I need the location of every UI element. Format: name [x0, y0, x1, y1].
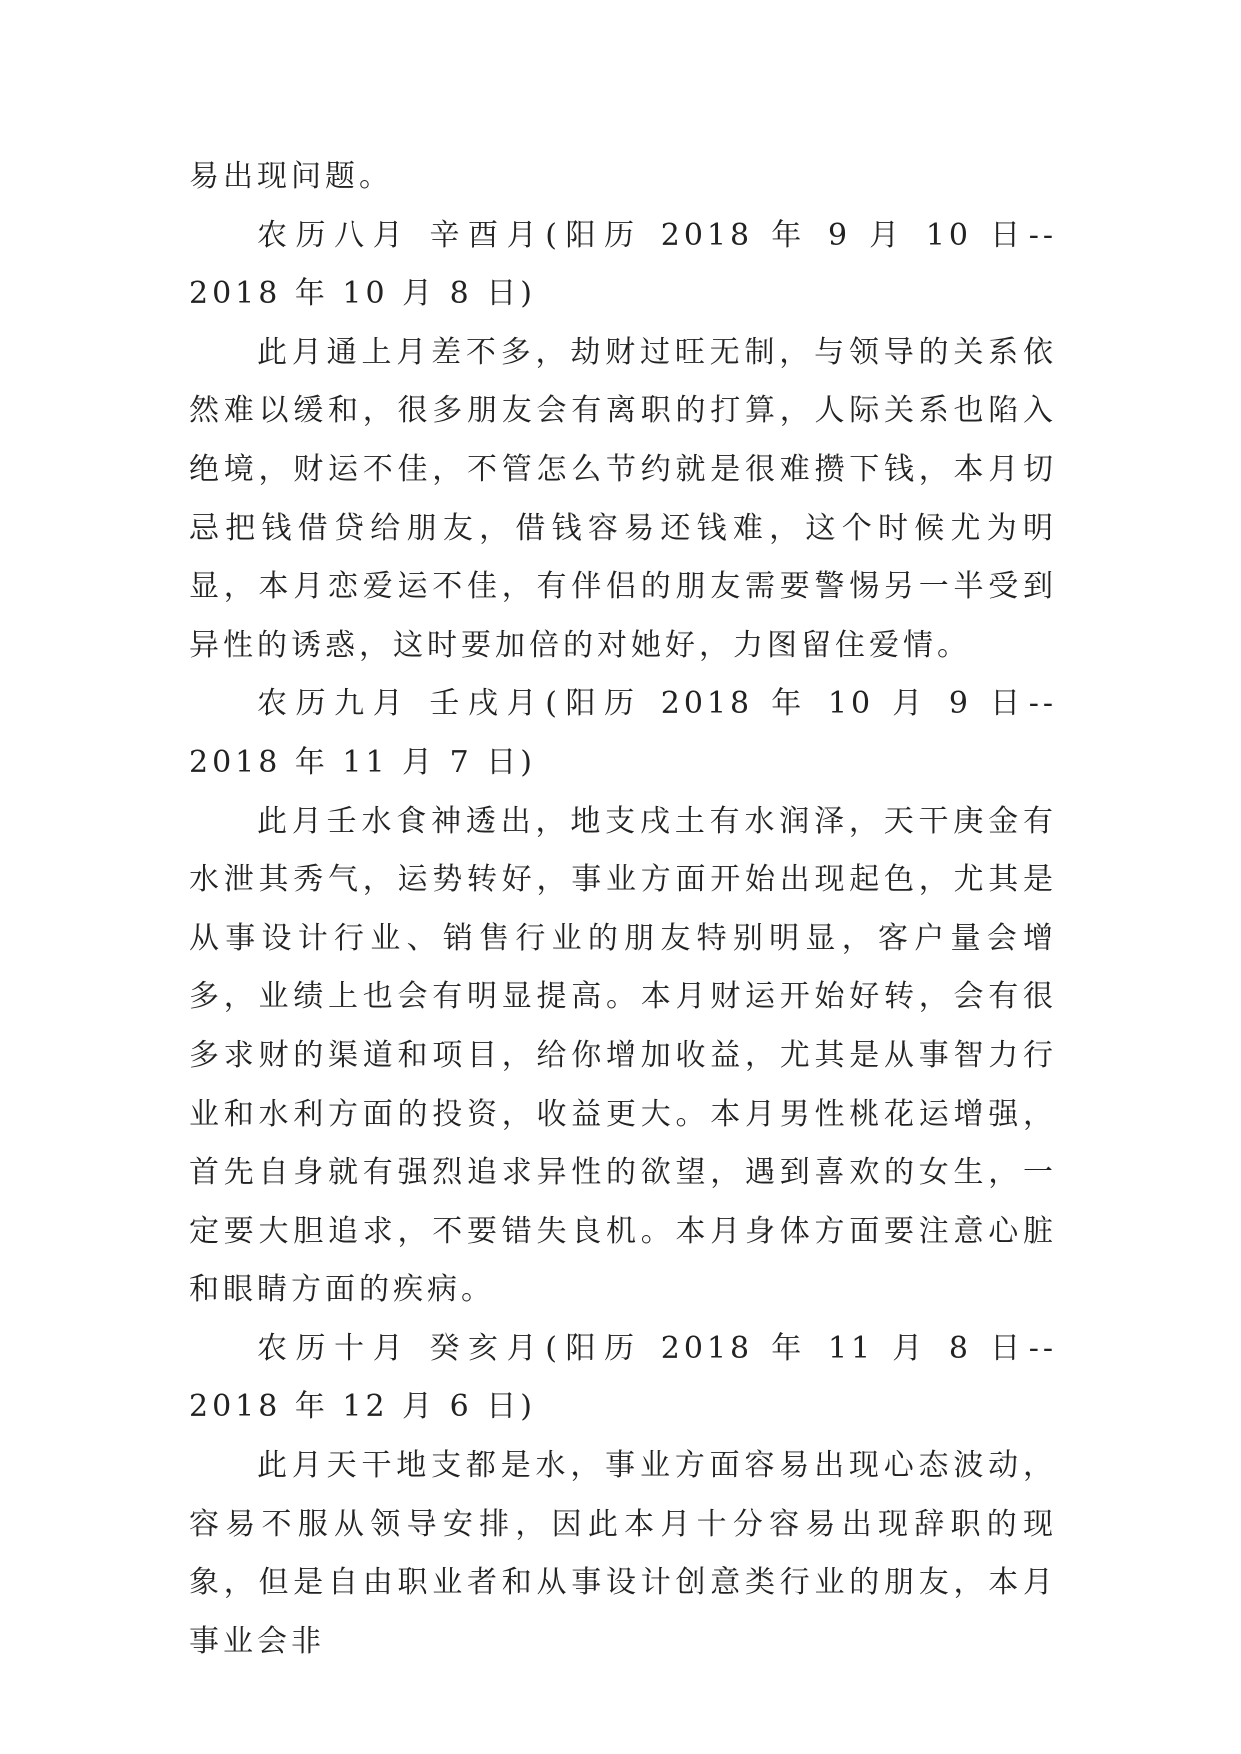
paragraph-eighth-month: 此月通上月差不多，劫财过旺无制，与领导的关系依然难以缓和，很多朋友会有离职的打算，人际关系也陷入绝境，财运不佳，不管怎么节约就是很难攒下钱，本月切忌把钱借贷给朋友，借钱容易还钱难，这个时候尤为明显，本月恋爱运不佳，有伴侣的朋友需要警惕另一半受到异性的诱惑，这时要加倍的对她好，力图留住爱情。 [189, 334, 1057, 663]
document-body [189, 148, 1057, 1671]
month-heading-eighth: 农历八月 辛酉月(阳历 2018 年 9 月 10 日-- 2018 年 10 月 8 日) [189, 217, 1057, 312]
paragraph-tenth-month: 此月天干地支都是水，事业方面容易出现心态波动，容易不服从领导安排，因此本月十分容易出现辞职的现象，但是自由职业者和从事设计创意类行业的朋友，本月事业会非 [189, 1448, 1057, 1659]
paragraph-ninth-month: 此月壬水食神透出，地支戌土有水润泽，天干庚金有水泄其秀气，运势转好，事业方面开始出现起色，尤其是从事设计行业、销售行业的朋友特别明显，客户量会增多，业绩上也会有明显提高。本月财运开始好转，会有很多求财的渠道和项目，给你增加收益，尤其是从事智力行业和水利方面的投资，收益更大。本月男性桃花运增强，首先自身就有强烈追求异性的欲望，遇到喜欢的女生，一定要大胆追求，不要错失良机。本月身体方面要注意心脏和眼睛方面的疾病。 [189, 803, 1057, 1308]
paragraph-continuation: 易出现问题。 [189, 159, 393, 194]
month-heading-ninth: 农历九月 壬戌月(阳历 2018 年 10 月 9 日-- 2018 年 11 月 7 日) [189, 686, 1057, 780]
month-heading-tenth: 农历十月 癸亥月(阳历 2018 年 11 月 8 日-- 2018 年 12 月 6 日) [189, 1330, 1057, 1425]
